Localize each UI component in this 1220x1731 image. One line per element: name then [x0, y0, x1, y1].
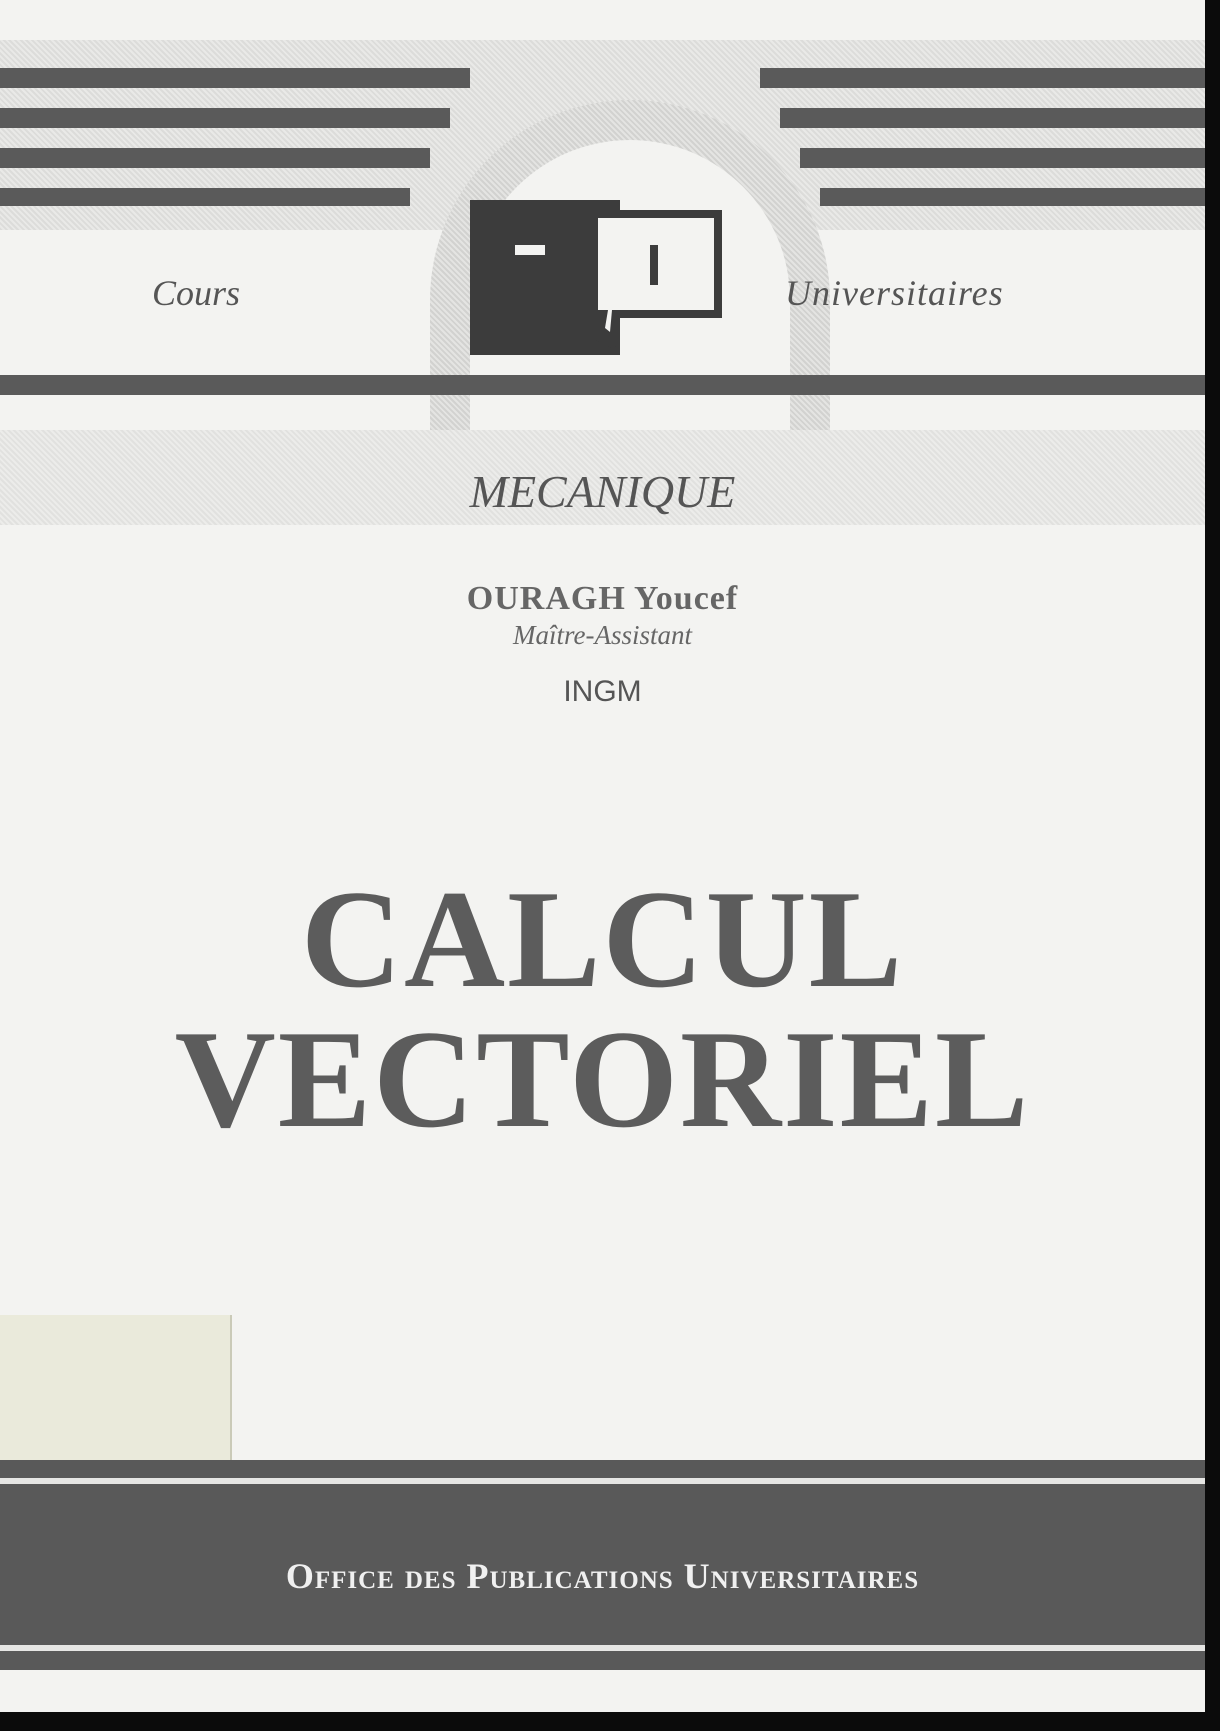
header-stripe: [800, 148, 1205, 168]
author-name: OURAGH Youcef: [466, 580, 739, 617]
header-stripe: [0, 188, 410, 206]
author-role: Maître-Assistant: [513, 620, 692, 650]
book-title-line2: VECTORIEL: [174, 1002, 1031, 1157]
subject-heading: MECANIQUE: [469, 466, 736, 517]
series-label-right: Universitaires: [785, 273, 1004, 313]
header-stripe: [0, 148, 430, 168]
series-label-left: Cours: [152, 273, 241, 313]
header-stripe: [0, 68, 470, 88]
footer-line: [0, 1478, 1205, 1484]
header-stripe: [780, 108, 1205, 128]
header-divider: [0, 375, 1205, 395]
footer-line: [0, 1645, 1205, 1651]
header-stripe: [820, 188, 1205, 206]
institute-name: INGM: [563, 675, 642, 708]
header-stripe: [0, 108, 450, 128]
opu-logo-icon: [470, 200, 730, 360]
header-stripe: [760, 68, 1205, 88]
publisher-name: Office des Publications Universitaires: [285, 1556, 920, 1596]
book-title: [0, 862, 1205, 1157]
book-title-line1: CALCUL: [300, 862, 905, 1017]
